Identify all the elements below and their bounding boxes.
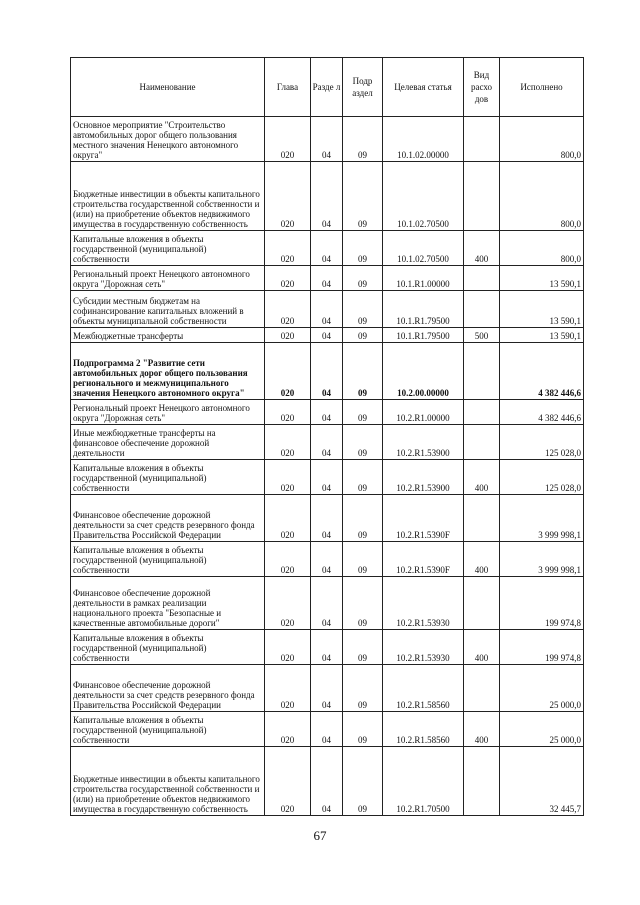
cell-razdel: 04 xyxy=(311,291,343,328)
cell-podrazdel: 09 xyxy=(343,400,383,425)
cell-podrazdel: 09 xyxy=(343,291,383,328)
table-row xyxy=(71,162,584,231)
cell-podrazdel: 09 xyxy=(343,630,383,665)
cell-name: Субсидии местным бюджетам на софинансирование капитальных вложений в объекты муниципальной собственности xyxy=(71,291,265,328)
cell-statya: 10.1.R1.79500 xyxy=(383,328,464,343)
table-row xyxy=(71,328,584,343)
cell-vid: 400 xyxy=(464,630,500,665)
cell-glava: 020 xyxy=(265,495,311,542)
cell-name: Межбюджетные трансферты xyxy=(71,328,265,343)
cell-amount: 4 382 446,6 xyxy=(500,400,584,425)
cell-amount: 13 590,1 xyxy=(500,328,584,343)
cell-statya: 10.2.R1.70500 xyxy=(383,747,464,816)
cell-glava: 020 xyxy=(265,117,311,162)
cell-statya: 10.2.R1.53900 xyxy=(383,425,464,460)
cell-amount: 13 590,1 xyxy=(500,291,584,328)
cell-glava: 020 xyxy=(265,400,311,425)
cell-amount: 199 974,8 xyxy=(500,577,584,630)
table-row xyxy=(71,266,584,291)
header-podrazdel: Подр аздел xyxy=(343,58,383,117)
cell-amount: 13 590,1 xyxy=(500,266,584,291)
cell-statya: 10.1.R1.00000 xyxy=(383,266,464,291)
table-body xyxy=(71,117,584,816)
cell-podrazdel: 09 xyxy=(343,460,383,495)
cell-statya: 10.1.02.70500 xyxy=(383,231,464,266)
cell-razdel: 04 xyxy=(311,162,343,231)
cell-vid: 400 xyxy=(464,712,500,747)
cell-statya: 10.2.R1.5390F xyxy=(383,542,464,577)
cell-glava: 020 xyxy=(265,460,311,495)
table-row xyxy=(71,400,584,425)
cell-podrazdel: 09 xyxy=(343,162,383,231)
cell-amount: 800,0 xyxy=(500,162,584,231)
table-row xyxy=(71,712,584,747)
budget-table-container xyxy=(70,57,583,816)
cell-statya: 10.1.02.00000 xyxy=(383,117,464,162)
cell-vid: 400 xyxy=(464,542,500,577)
cell-razdel: 04 xyxy=(311,231,343,266)
cell-amount: 125 028,0 xyxy=(500,425,584,460)
cell-vid xyxy=(464,117,500,162)
cell-razdel: 04 xyxy=(311,630,343,665)
cell-razdel: 04 xyxy=(311,117,343,162)
cell-podrazdel: 09 xyxy=(343,542,383,577)
cell-glava: 020 xyxy=(265,291,311,328)
table-row xyxy=(71,343,584,400)
table-row xyxy=(71,117,584,162)
cell-amount: 3 999 998,1 xyxy=(500,495,584,542)
cell-glava: 020 xyxy=(265,425,311,460)
table-row xyxy=(71,665,584,712)
cell-name: Капитальные вложения в объекты государственной (муниципальной) собственности xyxy=(71,231,265,266)
header-amount: Исполнено xyxy=(500,58,584,117)
cell-amount: 800,0 xyxy=(500,117,584,162)
cell-podrazdel: 09 xyxy=(343,117,383,162)
cell-name: Финансовое обеспечение дорожной деятельности в рамках реализации национального проекта "Безопасные и качественные автомобильные дороги" xyxy=(71,577,265,630)
cell-podrazdel: 09 xyxy=(343,577,383,630)
cell-razdel: 04 xyxy=(311,460,343,495)
cell-amount: 4 382 446,6 xyxy=(500,343,584,400)
header-razdel: Разде л xyxy=(311,58,343,117)
cell-name: Бюджетные инвестиции в объекты капитального строительства государственной собственности и (или) на приобретение объектов недвижимого имущества в государственную собственность xyxy=(71,747,265,816)
cell-amount: 32 445,7 xyxy=(500,747,584,816)
cell-glava: 020 xyxy=(265,266,311,291)
header-name: Наименование xyxy=(71,58,265,117)
header-statya: Целевая статья xyxy=(383,58,464,117)
cell-statya: 10.2.R1.5390F xyxy=(383,495,464,542)
cell-name: Региональный проект Ненецкого автономного округа "Дорожная сеть" xyxy=(71,266,265,291)
cell-vid xyxy=(464,266,500,291)
cell-name: Финансовое обеспечение дорожной деятельности за счет средств резервного фонда Правительства Российской Федерации xyxy=(71,665,265,712)
cell-vid xyxy=(464,665,500,712)
cell-name: Капитальные вложения в объекты государственной (муниципальной) собственности xyxy=(71,542,265,577)
table-row xyxy=(71,495,584,542)
cell-podrazdel: 09 xyxy=(343,747,383,816)
cell-name: Основное мероприятие "Строительство автомобильных дорог общего пользования местного значения Ненецкого автономного округа" xyxy=(71,117,265,162)
cell-podrazdel: 09 xyxy=(343,425,383,460)
cell-name: Капитальные вложения в объекты государственной (муниципальной) собственности xyxy=(71,630,265,665)
cell-amount: 199 974,8 xyxy=(500,630,584,665)
cell-amount: 25 000,0 xyxy=(500,665,584,712)
cell-vid xyxy=(464,495,500,542)
cell-vid xyxy=(464,291,500,328)
cell-vid: 400 xyxy=(464,460,500,495)
cell-name: Региональный проект Ненецкого автономного округа "Дорожная сеть" xyxy=(71,400,265,425)
cell-statya: 10.2.R1.58560 xyxy=(383,665,464,712)
cell-vid xyxy=(464,425,500,460)
cell-statya: 10.2.R1.53900 xyxy=(383,460,464,495)
cell-amount: 25 000,0 xyxy=(500,712,584,747)
cell-amount: 125 028,0 xyxy=(500,460,584,495)
cell-name: Капитальные вложения в объекты государственной (муниципальной) собственности xyxy=(71,460,265,495)
cell-glava: 020 xyxy=(265,162,311,231)
cell-vid xyxy=(464,577,500,630)
cell-podrazdel: 09 xyxy=(343,231,383,266)
budget-table xyxy=(70,57,584,816)
cell-podrazdel: 09 xyxy=(343,712,383,747)
cell-razdel: 04 xyxy=(311,400,343,425)
cell-statya: 10.2.00.00000 xyxy=(383,343,464,400)
cell-statya: 10.2.R1.58560 xyxy=(383,712,464,747)
cell-statya: 10.1.R1.79500 xyxy=(383,291,464,328)
cell-name: Подпрограмма 2 "Развитие сети автомобильных дорог общего пользования регионального и межмуниципального значения Ненецкого автономного округа" xyxy=(71,343,265,400)
cell-razdel: 04 xyxy=(311,712,343,747)
cell-glava: 020 xyxy=(265,630,311,665)
cell-razdel: 04 xyxy=(311,266,343,291)
cell-razdel: 04 xyxy=(311,577,343,630)
cell-vid xyxy=(464,162,500,231)
table-row xyxy=(71,425,584,460)
table-row xyxy=(71,460,584,495)
cell-statya: 10.2.R1.00000 xyxy=(383,400,464,425)
table-row xyxy=(71,630,584,665)
header-glava: Глава xyxy=(265,58,311,117)
cell-glava: 020 xyxy=(265,577,311,630)
cell-glava: 020 xyxy=(265,665,311,712)
cell-statya: 10.1.02.70500 xyxy=(383,162,464,231)
cell-podrazdel: 09 xyxy=(343,665,383,712)
cell-name: Финансовое обеспечение дорожной деятельности за счет средств резервного фонда Правительства Российской Федерации xyxy=(71,495,265,542)
cell-razdel: 04 xyxy=(311,747,343,816)
header-vid: Вид расхо дов xyxy=(464,58,500,117)
cell-razdel: 04 xyxy=(311,425,343,460)
cell-amount: 800,0 xyxy=(500,231,584,266)
table-row xyxy=(71,231,584,266)
cell-razdel: 04 xyxy=(311,542,343,577)
cell-name: Иные межбюджетные трансферты на финансовое обеспечение дорожной деятельности xyxy=(71,425,265,460)
cell-glava: 020 xyxy=(265,712,311,747)
cell-name: Бюджетные инвестиции в объекты капитального строительства государственной собственности и (или) на приобретение объектов недвижимого имущества в государственную собственность xyxy=(71,162,265,231)
table-row xyxy=(71,542,584,577)
cell-name: Капитальные вложения в объекты государственной (муниципальной) собственности xyxy=(71,712,265,747)
cell-razdel: 04 xyxy=(311,328,343,343)
cell-vid xyxy=(464,343,500,400)
cell-podrazdel: 09 xyxy=(343,266,383,291)
cell-podrazdel: 09 xyxy=(343,495,383,542)
cell-podrazdel: 09 xyxy=(343,328,383,343)
cell-razdel: 04 xyxy=(311,343,343,400)
cell-glava: 020 xyxy=(265,343,311,400)
cell-vid: 500 xyxy=(464,328,500,343)
cell-glava: 020 xyxy=(265,328,311,343)
cell-statya: 10.2.R1.53930 xyxy=(383,630,464,665)
table-header-row xyxy=(71,58,584,117)
cell-glava: 020 xyxy=(265,747,311,816)
cell-vid xyxy=(464,400,500,425)
cell-razdel: 04 xyxy=(311,665,343,712)
table-row xyxy=(71,747,584,816)
cell-glava: 020 xyxy=(265,542,311,577)
page-number: 67 xyxy=(313,828,327,843)
cell-vid xyxy=(464,747,500,816)
cell-podrazdel: 09 xyxy=(343,343,383,400)
table-row xyxy=(71,291,584,328)
cell-amount: 3 999 998,1 xyxy=(500,542,584,577)
cell-vid: 400 xyxy=(464,231,500,266)
cell-glava: 020 xyxy=(265,231,311,266)
cell-razdel: 04 xyxy=(311,495,343,542)
table-row xyxy=(71,577,584,630)
cell-statya: 10.2.R1.53930 xyxy=(383,577,464,630)
